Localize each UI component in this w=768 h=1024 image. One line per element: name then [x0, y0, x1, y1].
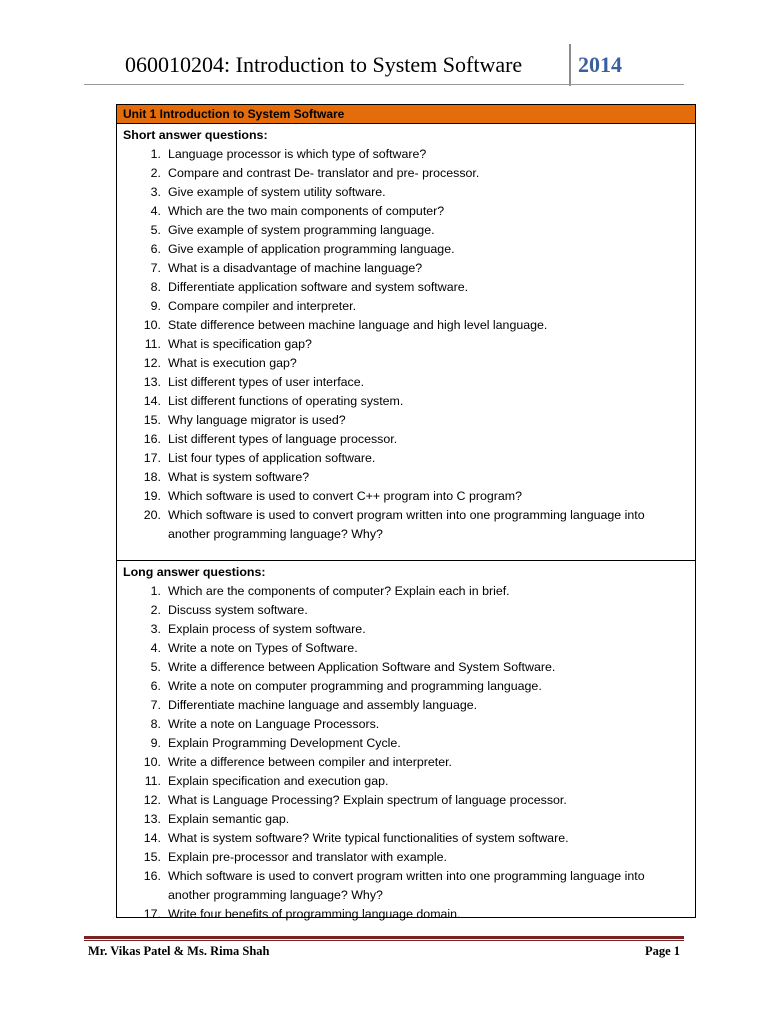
- document-title: 060010204: Introduction to System Software: [125, 52, 523, 77]
- question-text: Differentiate machine language and assembly language.: [168, 698, 478, 712]
- question-item: [123, 221, 695, 240]
- page-number: Page 1: [644, 944, 680, 958]
- question-number: 8.: [150, 280, 161, 294]
- question-text: Give example of system utility software.: [168, 185, 386, 199]
- question-item: [123, 753, 695, 772]
- question-text: What is system software?: [168, 470, 310, 484]
- question-item: [123, 354, 695, 373]
- question-number: 6.: [150, 242, 161, 256]
- document-year: 2014: [578, 52, 622, 77]
- question-number: 4.: [150, 641, 161, 655]
- question-item: [123, 145, 695, 164]
- question-number: 20.: [143, 508, 161, 522]
- question-text: List four types of application software.: [168, 451, 376, 465]
- question-text: Which software is used to convert program written into one programming language into another programming language? Why?: [168, 869, 645, 902]
- question-item: [123, 715, 695, 734]
- question-text: Give example of application programming language.: [168, 242, 455, 256]
- question-item: [123, 848, 695, 867]
- question-number: 14.: [143, 831, 161, 845]
- question-text: Differentiate application software and system software.: [168, 280, 469, 294]
- question-number: 16.: [143, 869, 161, 883]
- question-text: List different types of user interface.: [168, 375, 365, 389]
- question-item: [123, 449, 695, 468]
- question-item: [123, 734, 695, 753]
- long-answer-list: [123, 582, 695, 924]
- long-answer-title: Long answer questions:: [123, 565, 266, 579]
- question-number: 1.: [150, 584, 161, 598]
- question-item: [123, 278, 695, 297]
- question-number: 3.: [150, 622, 161, 636]
- question-item: [123, 620, 695, 639]
- question-text: Write a difference between compiler and interpreter.: [168, 755, 452, 769]
- question-number: 10.: [143, 318, 161, 332]
- question-number: 17.: [143, 907, 161, 921]
- question-item: [123, 696, 695, 715]
- question-number: 9.: [150, 736, 161, 750]
- question-text: Which are the two main components of computer?: [168, 204, 445, 218]
- question-text: Give example of system programming language.: [168, 223, 435, 237]
- question-text: What is specification gap?: [168, 337, 312, 351]
- question-item: [123, 506, 695, 544]
- question-item: [123, 183, 695, 202]
- header-divider: [569, 44, 571, 86]
- question-item: [123, 297, 695, 316]
- question-number: 12.: [143, 793, 161, 807]
- question-number: 6.: [150, 679, 161, 693]
- question-number: 11.: [144, 337, 161, 351]
- footer-rule-thin: [84, 940, 684, 941]
- question-number: 10.: [143, 755, 161, 769]
- question-text: Explain pre-processor and translator with example.: [168, 850, 447, 864]
- question-item: [123, 905, 695, 924]
- question-number: 14.: [143, 394, 161, 408]
- header-rule: [84, 84, 684, 85]
- question-text: Which software is used to convert C++ program into C program?: [168, 489, 522, 503]
- question-item: [123, 430, 695, 449]
- question-text: Explain specification and execution gap.: [168, 774, 389, 788]
- question-number: 18.: [143, 470, 161, 484]
- question-number: 13.: [143, 375, 161, 389]
- question-text: Write four benefits of programming language domain.: [168, 907, 461, 921]
- question-text: Discuss system software.: [168, 603, 308, 617]
- question-number: 7.: [150, 698, 161, 712]
- question-item: [123, 582, 695, 601]
- question-number: 15.: [143, 413, 161, 427]
- question-text: What is Language Processing? Explain spectrum of language processor.: [168, 793, 567, 807]
- question-number: 17.: [143, 451, 161, 465]
- question-item: [123, 164, 695, 183]
- question-number: 8.: [150, 717, 161, 731]
- question-item: [123, 316, 695, 335]
- question-item: [123, 202, 695, 221]
- question-table: [116, 104, 696, 921]
- question-item: [123, 810, 695, 829]
- question-text: Write a note on Types of Software.: [168, 641, 358, 655]
- question-item: [123, 335, 695, 354]
- question-text: Explain process of system software.: [168, 622, 366, 636]
- question-number: 7.: [150, 261, 161, 275]
- question-text: List different functions of operating system.: [168, 394, 404, 408]
- question-item: [123, 240, 695, 259]
- short-answer-title: Short answer questions:: [123, 128, 268, 142]
- question-text: Explain Programming Development Cycle.: [168, 736, 401, 750]
- footer-authors: Mr. Vikas Patel & Ms. Rima Shah: [88, 944, 270, 958]
- question-item: [123, 392, 695, 411]
- question-item: [123, 791, 695, 810]
- question-text: Compare and contrast De- translator and pre- processor.: [168, 166, 480, 180]
- question-item: [123, 829, 695, 848]
- long-answer-section: [117, 561, 695, 924]
- question-item: [123, 487, 695, 506]
- question-number: 5.: [150, 660, 161, 674]
- question-item: [123, 373, 695, 392]
- question-number: 19.: [143, 489, 161, 503]
- question-text: Compare compiler and interpreter.: [168, 299, 357, 313]
- question-item: [123, 639, 695, 658]
- question-number: 1.: [150, 147, 161, 161]
- page-header: [0, 0, 768, 90]
- question-text: Explain semantic gap.: [168, 812, 290, 826]
- question-item: [123, 677, 695, 696]
- question-number: 3.: [150, 185, 161, 199]
- question-number: 15.: [143, 850, 161, 864]
- question-item: [123, 468, 695, 487]
- question-item: [123, 658, 695, 677]
- question-number: 16.: [143, 432, 161, 446]
- unit-heading: Unit 1 Introduction to System Software: [117, 105, 695, 124]
- question-number: 12.: [143, 356, 161, 370]
- question-text: What is a disadvantage of machine language?: [168, 261, 423, 275]
- question-text: State difference between machine language and high level language.: [168, 318, 548, 332]
- footer-rule-thick: [84, 936, 684, 939]
- question-item: [123, 601, 695, 620]
- question-number: 9.: [150, 299, 161, 313]
- question-item: [123, 411, 695, 430]
- question-text: Which are the components of computer? Explain each in brief.: [168, 584, 510, 598]
- question-text: Write a difference between Application Software and System Software.: [168, 660, 556, 674]
- question-text: Write a note on Language Processors.: [168, 717, 380, 731]
- question-number: 2.: [150, 166, 161, 180]
- question-number: 13.: [143, 812, 161, 826]
- short-answer-section: [117, 124, 695, 561]
- question-number: 2.: [150, 603, 161, 617]
- question-text: What is system software? Write typical functionalities of system software.: [168, 831, 569, 845]
- question-number: 4.: [150, 204, 161, 218]
- question-item: [123, 772, 695, 791]
- question-item: [123, 867, 695, 905]
- question-number: 11.: [144, 774, 161, 788]
- question-text: Language processor is which type of software?: [168, 147, 427, 161]
- question-text: Why language migrator is used?: [168, 413, 346, 427]
- question-text: List different types of language processor.: [168, 432, 398, 446]
- question-text: What is execution gap?: [168, 356, 297, 370]
- question-text: Write a note on computer programming and programming language.: [168, 679, 542, 693]
- question-text: Which software is used to convert program written into one programming language into another programming language? Why?: [168, 508, 645, 541]
- question-number: 5.: [150, 223, 161, 237]
- short-answer-list: [123, 145, 695, 544]
- question-item: [123, 259, 695, 278]
